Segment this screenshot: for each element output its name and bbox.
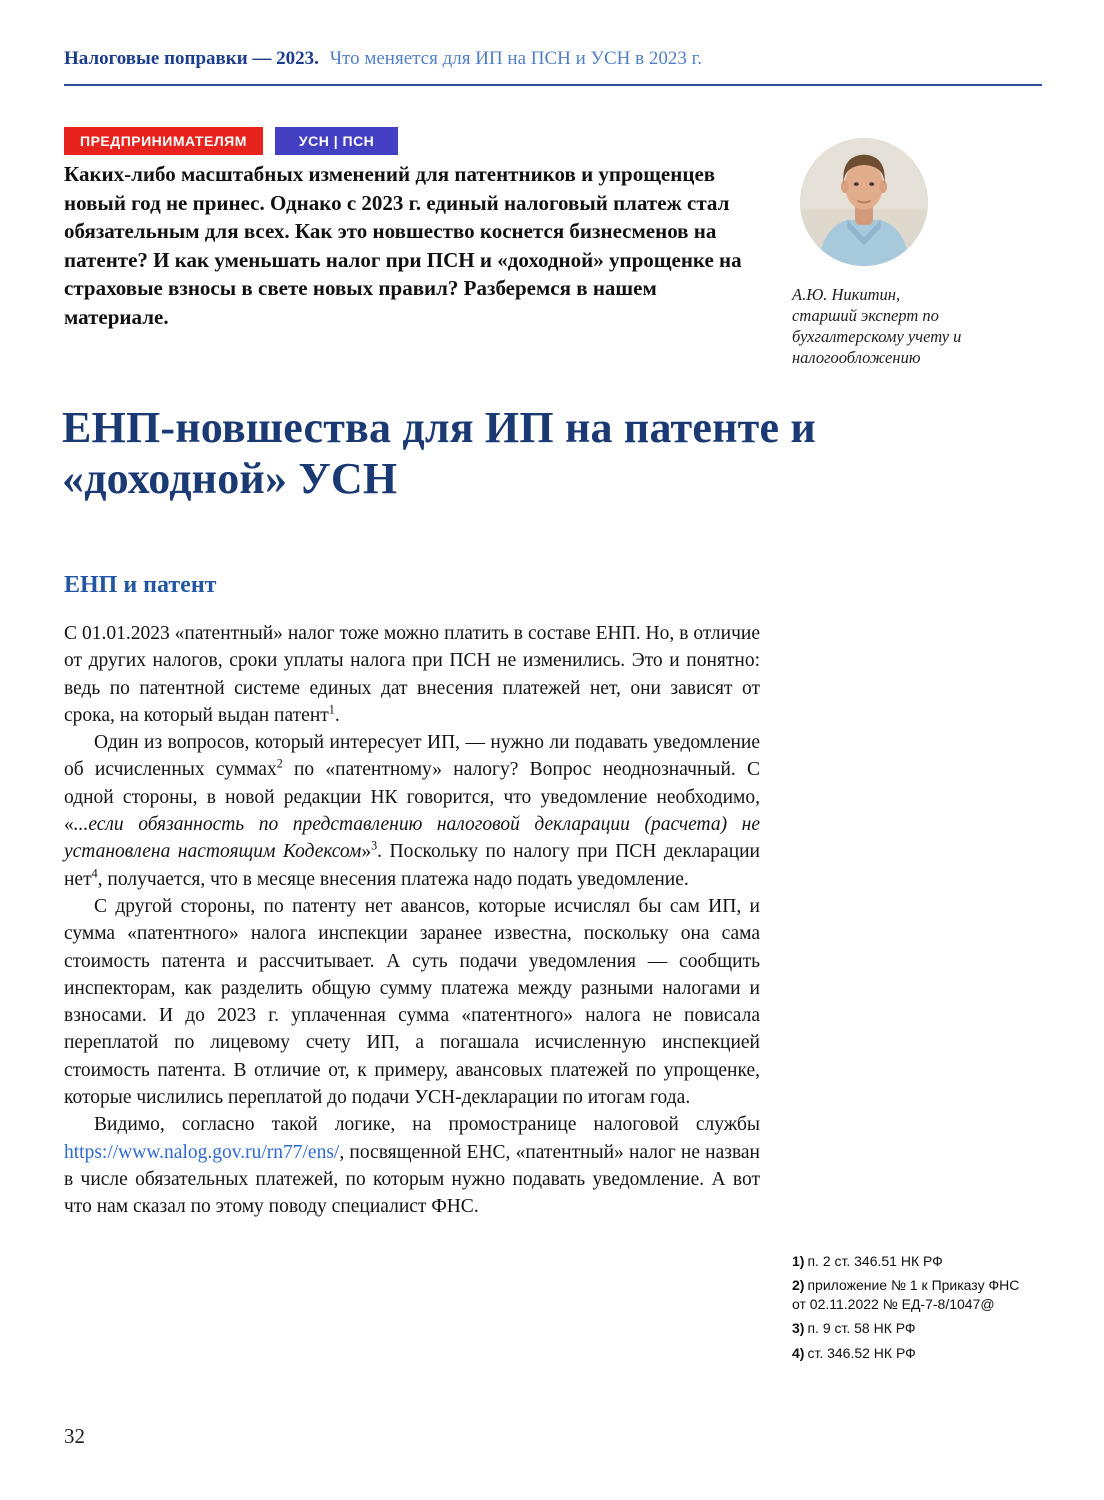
footnote-item	[792, 1319, 1020, 1337]
footnote-item	[792, 1252, 1020, 1270]
footnote-text: приложение № 1 к Приказу ФНС от 02.11.2022 № ЕД-7-8/1047@	[792, 1277, 1020, 1312]
author-caption	[792, 284, 1004, 368]
footnote-number: 3)	[792, 1320, 805, 1337]
paragraph-2: Один из вопросов, который интересует ИП, — нужно ли подавать уведомление об исчисленных суммах$^2$ по «патентному» налогу? Вопрос неоднозначный. С одной стороны, в новой редакции НК говорится, что уведомление необходимо, «...если обязанность по представлению налоговой декларации (расчета) не установлена настоящим Кодексом»$^3$. Поскольку по налогу при ПСН декларации нет$^4$, получается, что в месяце внесения платежа надо подать уведомление.	[64, 732, 760, 890]
footnote-ref-2: 2	[276, 756, 283, 771]
article-body	[64, 620, 760, 1221]
badge-audience: ПРЕДПРИНИМАТЕЛЯМ	[64, 127, 263, 155]
footnote-text: п. 2 ст. 346.51 НК РФ	[807, 1253, 943, 1269]
footnote-number: 4)	[792, 1344, 805, 1361]
author-photo	[800, 138, 928, 266]
paragraph-3: С другой стороны, по патенту нет авансов, которые исчислял бы сам ИП, и сумма «патентного» налога инспекции заранее известна, поскольку она сама стоимость патента и рассчитывает. А суть подачи уведомления — сообщить инспекторам, как разделить общую сумму платежа между разными налогами и взносами. И до 2023 г. уплаченная сумма «патентного» налога не повисала переплатой по лицевому счету ИП, а погашала исчисленную инспекцией стоимость патента. В отличие от, к примеру, авансовых платежей по упрощенке, которые числились переплатой до подачи УСН-декларации по итогам года.	[64, 895, 760, 1109]
footnote-number: 2)	[792, 1277, 805, 1294]
paragraph-1: С 01.01.2023 «патентный» налог тоже можно платить в составе ЕНП. Но, в отличие от других налогов, сроки уплаты налога при ПСН не изменились. Это и понятно: ведь по патентной системе единых дат внесения платежей нет, они зависят от срока, на который выдан патент$^1$.	[64, 623, 760, 726]
author-name: А.Ю. Никитин,	[792, 285, 901, 304]
footnote-number: 1)	[792, 1253, 805, 1269]
person-portrait-icon	[800, 138, 928, 266]
footnote-item	[792, 1344, 1020, 1362]
footnotes-list	[792, 1252, 1020, 1368]
footnote-ref-4: 4	[91, 866, 98, 881]
header-topic: Налоговые поправки — 2023.	[64, 48, 319, 69]
badge-row	[64, 127, 398, 155]
header-subtopic: Что меняется для ИП на ПСН и УСН в 2023 г.	[329, 48, 703, 69]
badge-regimes: УСН | ПСН	[275, 127, 398, 155]
page-header	[64, 48, 1042, 71]
lead-paragraph: Каких-либо масштабных изменений для патентников и упрощенцев новый год не принес. Однако с 2023 г. единый налоговый платеж стал обязательным для всех. Как это новшество коснется бизнесменов на патенте? И как уменьшать налог при ПСН и «доходной» упрощенке на страховые взносы в свете новых правил? Разберемся в нашем материале.	[64, 162, 742, 329]
header-rule	[64, 84, 1042, 86]
footnote-text: п. 9 ст. 58 НК РФ	[807, 1320, 916, 1337]
article-title: ЕНП-новшества для ИП на патенте и «доходной» УСН	[62, 403, 816, 504]
quoted-law-text: ...если обязанность по представлению налоговой декларации (расчета) не установлена настоящим Кодексом	[64, 814, 760, 863]
footnote-item	[792, 1276, 1020, 1313]
paragraph-4: Видимо, согласно такой логике, на промостранице налоговой службы https://www.nalog.gov.ru/rn77/ens/, посвященной ЕНС, «патентный» налог не назван в числе обязательных платежей, по которым нужно подавать уведомление. А вот что нам сказал по этому поводу специалист ФНС.	[64, 1114, 760, 1218]
section-heading: ЕНП и патент	[64, 572, 217, 598]
author-role: старший эксперт по бухгалтерскому учету и налогообложению	[792, 306, 962, 368]
footnote-ref-1: 1	[328, 702, 335, 717]
footnote-text: ст. 346.52 НК РФ	[807, 1344, 916, 1361]
page-number: 32	[64, 1424, 85, 1448]
ens-link[interactable]: https://www.nalog.gov.ru/rn77/ens/	[64, 1141, 340, 1163]
footnote-ref-3: 3	[371, 838, 378, 853]
